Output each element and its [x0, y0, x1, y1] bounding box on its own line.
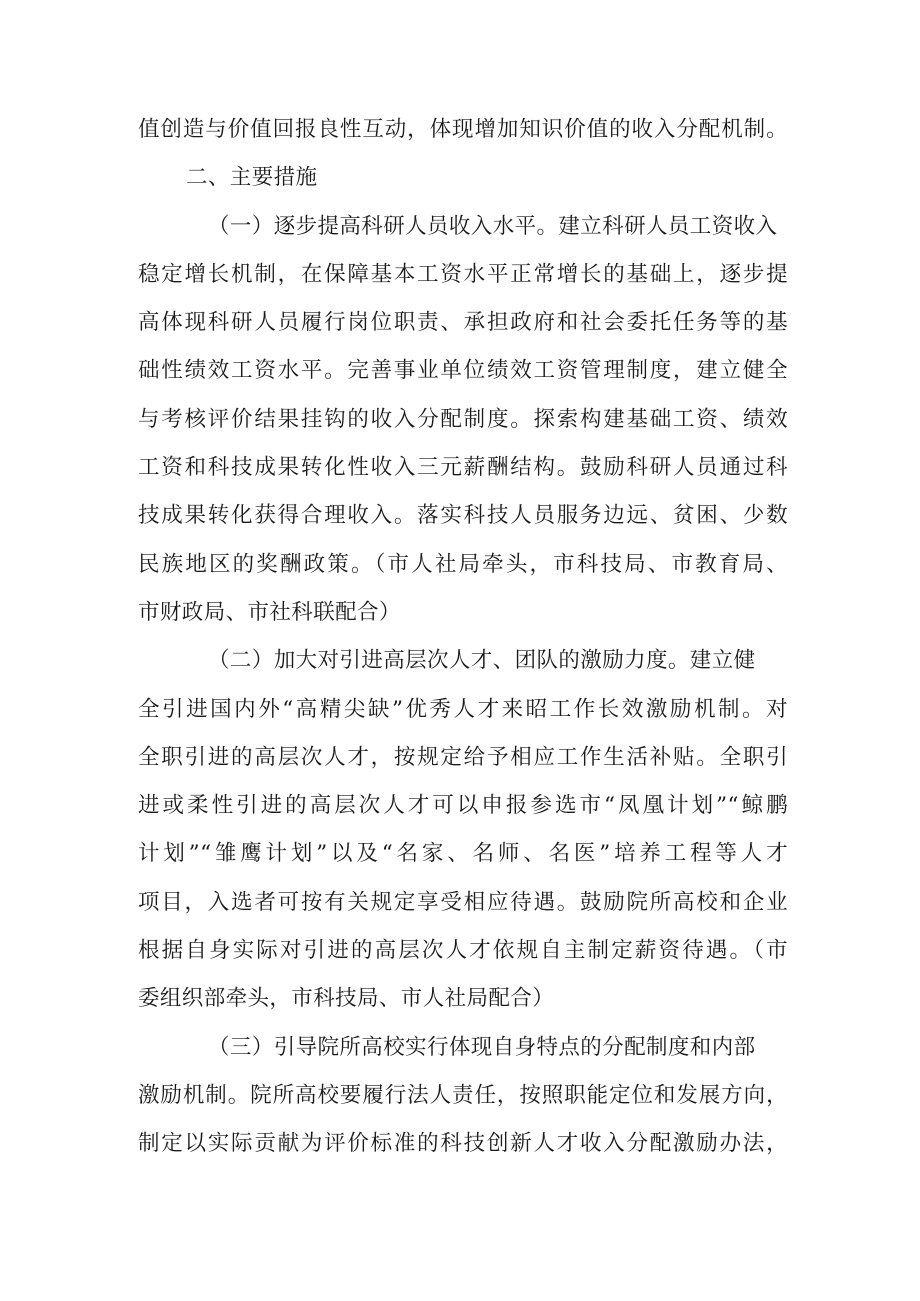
- text-line: 全职引进的高层次人才，按规定给予相应工作生活补贴。全职引: [138, 744, 788, 770]
- text-line: 项目，入选者可按有关规定享受相应待遇。鼓励院所高校和企业: [138, 889, 788, 915]
- paragraph-first-line: （一）逐步提高科研人员收入水平。建立科研人员工资收入: [208, 213, 778, 239]
- section-heading: 二、主要措施: [186, 165, 318, 191]
- text-line: 与考核评价结果挂钩的收入分配制度。探索构建基础工资、绩效: [138, 406, 788, 432]
- text-line: 进或柔性引进的高层次人才可以申报参选市“凤凰计划”“鲸鹏: [138, 793, 788, 819]
- text-line: 根据自身实际对引进的高层次人才依规自主制定薪资待遇。（市: [138, 938, 788, 964]
- text-line: 制定以实际贡献为评价标准的科技创新人才收入分配激励办法，: [138, 1131, 788, 1157]
- text-line: 激励机制。院所高校要履行法人责任，按照职能定位和发展方向，: [138, 1082, 788, 1108]
- text-line: 民族地区的奖酬政策。（市人社局牵头，市科技局、市教育局、: [138, 551, 788, 577]
- text-line: 市财政局、市社科联配合）: [138, 599, 401, 625]
- text-line: 计划”“雏鹰计划”以及“名家、名师、名医”培养工程等人才: [138, 841, 788, 867]
- text-line: 工资和科技成果转化性收入三元薪酬结构。鼓励科研人员通过科: [138, 455, 788, 481]
- paragraph-first-line: （三）引导院所高校实行体现自身特点的分配制度和内部: [208, 1034, 756, 1060]
- text-line: 委组织部牵头，市科技局、市人社局配合）: [138, 986, 555, 1012]
- document-body: [138, 106, 788, 1169]
- text-line: 值创造与价值回报良性互动，体现增加知识价值的收入分配机制。: [138, 117, 788, 142]
- paragraph-first-line: （二）加大对引进高层次人才、团队的激励力度。建立健: [208, 648, 756, 674]
- text-line: 稳定增长机制，在保障基本工资水平正常增长的基础上，逐步提: [138, 261, 788, 287]
- text-line: 础性绩效工资水平。完善事业单位绩效工资管理制度，建立健全: [138, 358, 788, 384]
- text-line: 高体现科研人员履行岗位职责、承担政府和社会委托任务等的基: [138, 310, 788, 336]
- text-line: 全引进国内外“高精尖缺”优秀人才来昭工作长效激励机制。对: [138, 696, 788, 722]
- text-line: 技成果转化获得合理收入。落实科技人员服务边远、贫困、少数: [138, 503, 788, 529]
